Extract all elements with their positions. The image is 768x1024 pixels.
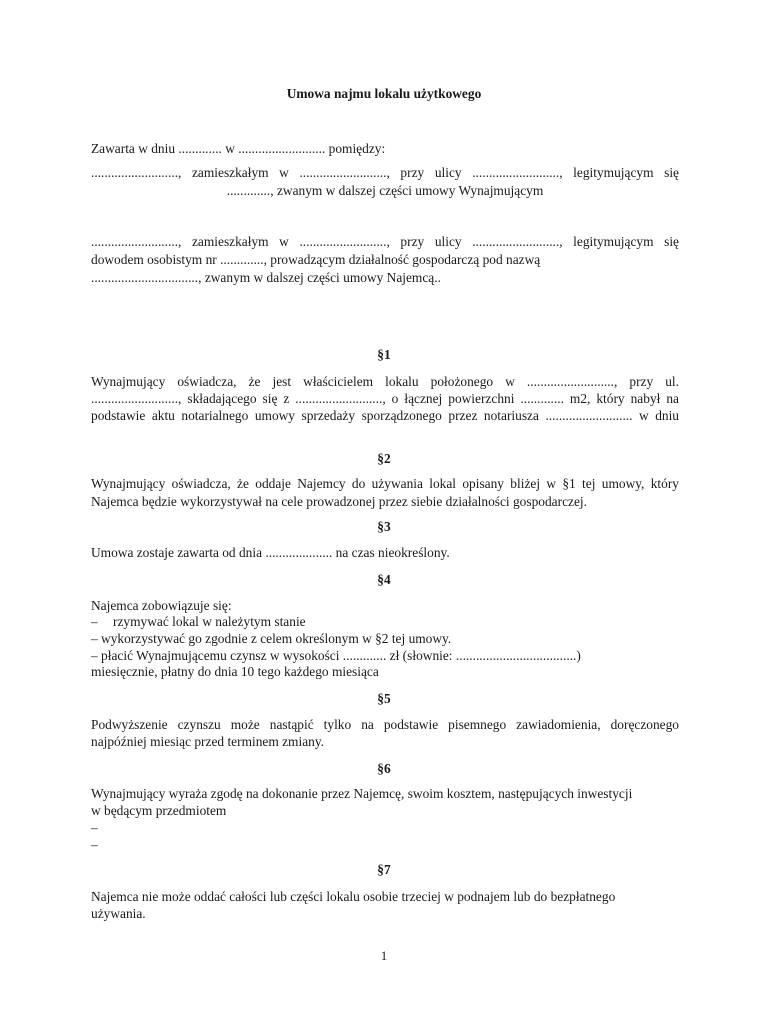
document-title: Umowa najmu lokalu użytkowego xyxy=(286,86,482,101)
party1-line2: ............., zwanym w dalszej części umowy Wynajmującym xyxy=(226,183,544,198)
section-3-line1: Umowa zostaje zawarta od dnia .................... na czas nieokreślony. xyxy=(91,545,450,560)
section-5-heading: §5 xyxy=(377,691,391,706)
section-4-line2-dash: – xyxy=(91,614,98,629)
party1-line1: .........................., zamieszkałym w .........................., przy ulicy .........................., legitymującym się xyxy=(91,165,679,180)
section-7-line1: Najemca nie może oddać całości lub części lokalu osobie trzeciej w podnajem lub do bezpłatnego xyxy=(91,889,616,904)
section-2-line1: Wynajmujący oświadcza, że oddaje Najemcy do używania lokal opisany bliżej w §1 tej umowy, który xyxy=(91,476,679,491)
page-number: 1 xyxy=(380,949,388,963)
section-7-line2: używania. xyxy=(91,906,146,921)
section-4-line5: miesięcznie, płatny do dnia 10 tego każdego miesiąca xyxy=(91,664,379,679)
intro-line: Zawarta w dniu ............. w .......................... pomiędzy: xyxy=(91,141,386,156)
section-4-line1: Najemca zobowiązuje się: xyxy=(91,598,232,613)
section-6-heading: §6 xyxy=(377,761,391,776)
section-4-heading: §4 xyxy=(377,572,391,587)
section-2-line2: Najemca będzie wykorzystywał na cele prowadzonej przez siebie działalności gospodarczej. xyxy=(91,494,587,509)
party2-line1: .........................., zamieszkałym w .........................., przy ulicy .........................., legitymującym się xyxy=(91,234,679,249)
section-6-line4: – xyxy=(91,837,98,852)
section-3-heading: §3 xyxy=(377,519,391,534)
section-5-line1: Podwyższenie czynszu może nastąpić tylko na podstawie pisemnego zawiadomienia, doręczonego xyxy=(91,717,679,732)
section-6-line1: Wynajmujący wyraża zgodę na dokonanie przez Najemcę, swoim kosztem, następujących inwestycji xyxy=(91,786,633,801)
section-2-heading: §2 xyxy=(377,451,391,466)
section-4-line2: rzymywać lokal w należytym stanie xyxy=(113,614,306,629)
section-4-line3: – wykorzystywać go zgodnie z celem określonym w §2 tej umowy. xyxy=(91,631,452,646)
section-1-line2: .........................., składającego się z .........................., o łącznej powierzchni ............. m2, który nabył na xyxy=(91,391,679,406)
section-7-heading: §7 xyxy=(377,862,391,877)
party2-line3: ................................, zwanym w dalszej części umowy Najemcą.. xyxy=(91,270,441,285)
section-4-line4: – płacić Wynajmującemu czynsz w wysokości ............. zł (słownie: ....................................) xyxy=(91,648,581,663)
section-1-line3: podstawie aktu notarialnego umowy sprzedaży sporządzonego przez notariusza .......................... w dniu xyxy=(91,408,679,423)
section-5-line2: najpóźniej miesiąc przed terminem zmiany. xyxy=(91,734,325,749)
section-1-line1: Wynajmujący oświadcza, że jest właścicielem lokalu położonego w .........................., przy ul. xyxy=(91,374,679,389)
section-6-line3: – xyxy=(91,820,98,835)
party2-line2: dowodem osobistym nr ............., prowadzącym działalność gospodarczą pod nazwą xyxy=(91,252,541,267)
section-6-line2: w będącym przedmiotem xyxy=(91,803,227,818)
section-1-heading: §1 xyxy=(377,347,391,362)
